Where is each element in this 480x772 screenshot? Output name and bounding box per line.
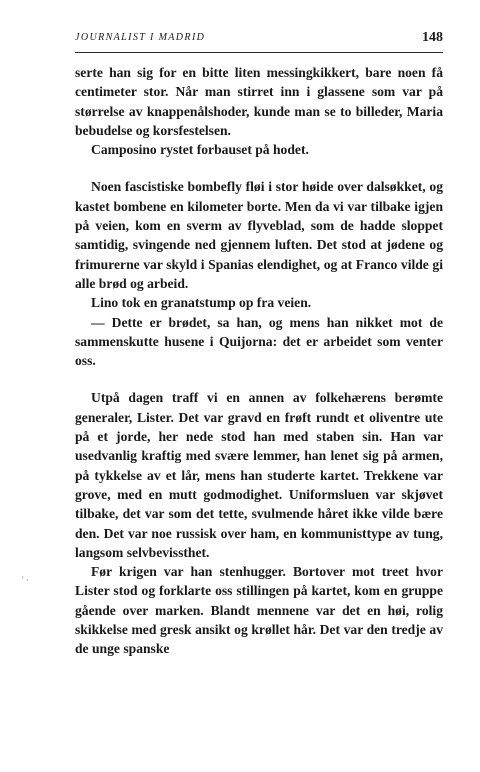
paragraph: Noen fascistiske bombefly fløi i stor høide over dalsøkket, og kastet bombene en kilometer borte. Men da vi var tilbake igjen på veien, kom en sverm av flyveblad, som de hadde sloppet samtidig, svingende ned gjennem luften. Det stod at jødene og frimurerne var skyld i Spanias elendighet, og at Franco vilde gi alle brød og arbeid. xyxy=(75,179,443,291)
section-gap xyxy=(75,159,443,177)
paragraph: Lino tok en granatstump op fra veien. xyxy=(91,295,312,311)
paragraph: Utpå dagen traff vi en annen av folkehærens berømte generaler, Lister. Det var gravd en frøft rundt et oliventre ute på et jorde, her nede stod han med staben sin. Han var usedvanlig kraftig med svære lemmer, han lenet sig på armen, på tykkelse av et lår, mens han studerte kartet. Trekkene var grove, med en mutt godmodighet. Uniformsluen var skjøvet tilbake, det var som det tette, svulmende håret ikke vilde bære den. Det var noe russisk over ham, en kommunisttype av tung, langsom selvbevissthet. xyxy=(75,390,443,560)
paragraph: — Dette er brødet, sa han, og mens han nikket mot de sammenskutte husene i Quijorna: det er arbeidet som venter oss. xyxy=(75,314,443,369)
body-text xyxy=(75,63,443,659)
scan-speck: ' · xyxy=(22,575,29,585)
section-gap xyxy=(75,370,443,388)
paragraph: serte han sig for en bitte liten messingkikkert, bare noen få centimeter stor. Når man stirret inn i glassene som var på størrelse av knappenålshoder, kunde man se to billeder, Maria bebudelse og korsfestelsen. xyxy=(75,65,443,138)
paragraph: Før krigen var han stenhugger. Bortover mot treet hvor Lister stod og forklarte oss stillingen på kartet, kom en gruppe gående over marken. Blandt mennene var det en høi, rolig skikkelse med gresk ansikt og krøllet hår. Det var den tredje av de unge spanske xyxy=(75,564,443,657)
running-head: JOURNALIST I MADRID xyxy=(75,32,206,43)
paragraph: Camposino rystet forbauset på hodet. xyxy=(91,142,309,158)
header-rule xyxy=(75,52,443,53)
page-header xyxy=(75,30,443,50)
page-number: 148 xyxy=(422,30,443,45)
